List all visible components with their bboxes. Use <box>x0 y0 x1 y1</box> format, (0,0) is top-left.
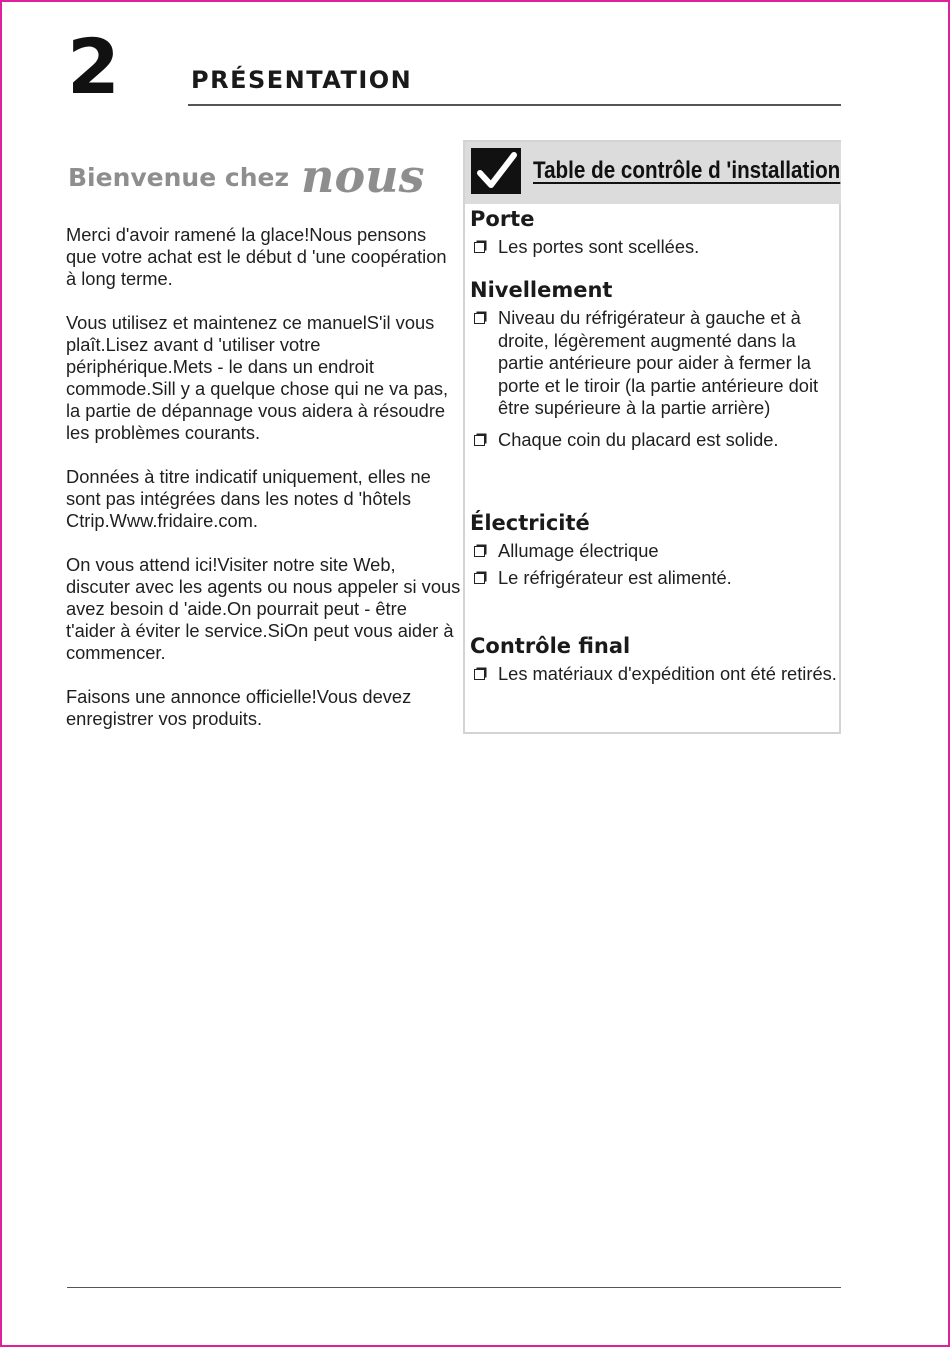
checklist-section-electricite <box>470 510 838 598</box>
welcome-text: Bienvenue chez <box>68 163 290 192</box>
intro-paragraph: Données à titre indicatif uniquement, elles ne sont pas intégrées dans les notes d 'hôtels Ctrip.Www.fridaire.com. <box>66 466 431 531</box>
installation-checklist <box>463 140 841 734</box>
checklist-header <box>465 142 841 204</box>
checkbox-icon <box>474 435 485 446</box>
checklist-item-text: Le réfrigérateur est alimenté. <box>498 566 732 588</box>
footer-divider <box>67 1287 841 1288</box>
intro-paragraph: Merci d'avoir ramené la glace!Nous pensons que votre achat est le début d 'une coopération à long terme. <box>66 224 447 289</box>
intro-paragraph: On vous attend ici!Visiter notre site Web, discuter avec les agents ou nous appeler si vous avez besoin d 'aide.On pourrait peut - être t'aider à éviter le service.SiOn peut vous aider à commencer. <box>66 554 461 663</box>
checklist-title: Table de contrôle d 'installation <box>533 157 841 184</box>
intro-paragraph: Vous utilisez et maintenez ce manuelS'il vous plaît.Lisez avant d 'utiliser votre périphérique.Mets - le dans un endroit commode.Sill y a quelque chose qui ne va pas, la partie de dépannage vous aidera à résoudre les problèmes courants. <box>66 312 449 443</box>
header-divider <box>188 104 841 106</box>
page-number: 2 <box>67 22 120 111</box>
checklist-item <box>470 236 838 259</box>
checklist-section-heading: Porte <box>470 207 535 231</box>
checklist-section-porte <box>470 206 838 268</box>
welcome-heading <box>68 150 424 202</box>
checklist-item-text: Allumage électrique <box>498 540 659 561</box>
intro-paragraph: Faisons une annonce officielle!Vous devez enregistrer vos produits. <box>66 686 412 729</box>
checkbox-icon <box>474 669 485 680</box>
checklist-item <box>470 429 838 452</box>
checkbox-icon <box>474 242 485 253</box>
checkbox-icon <box>474 313 485 324</box>
checklist-item <box>470 540 838 563</box>
checklist-item-text: Chaque coin du placard est solide. <box>498 428 779 450</box>
checklist-item-text: Niveau du réfrigérateur à gauche et à droite, légèrement augmenté dans la partie antérieure pour aider à fermer la porte et le tiroir (la partie antérieure doit être supérieure à la partie arrière) <box>498 307 819 418</box>
checklist-item-text: Les matériaux d'expédition ont été retirés. <box>498 663 837 684</box>
checklist-item <box>470 307 838 420</box>
checklist-section-heading: Contrôle final <box>470 634 631 658</box>
checkbox-icon <box>474 573 485 584</box>
intro-text-column <box>66 224 461 752</box>
checklist-section-heading: Électricité <box>470 511 590 535</box>
section-title: PRÉSENTATION <box>191 66 413 94</box>
checklist-section-controle-final <box>470 633 838 695</box>
checkbox-icon <box>474 546 485 557</box>
checklist-item-text: Les portes sont scellées. <box>498 236 700 257</box>
checklist-section-heading: Nivellement <box>470 278 613 302</box>
checklist-item <box>470 663 838 686</box>
checkmark-icon <box>471 148 521 194</box>
checklist-section-nivellement <box>470 277 838 460</box>
checklist-item <box>470 567 838 590</box>
welcome-script: nous <box>301 149 425 203</box>
